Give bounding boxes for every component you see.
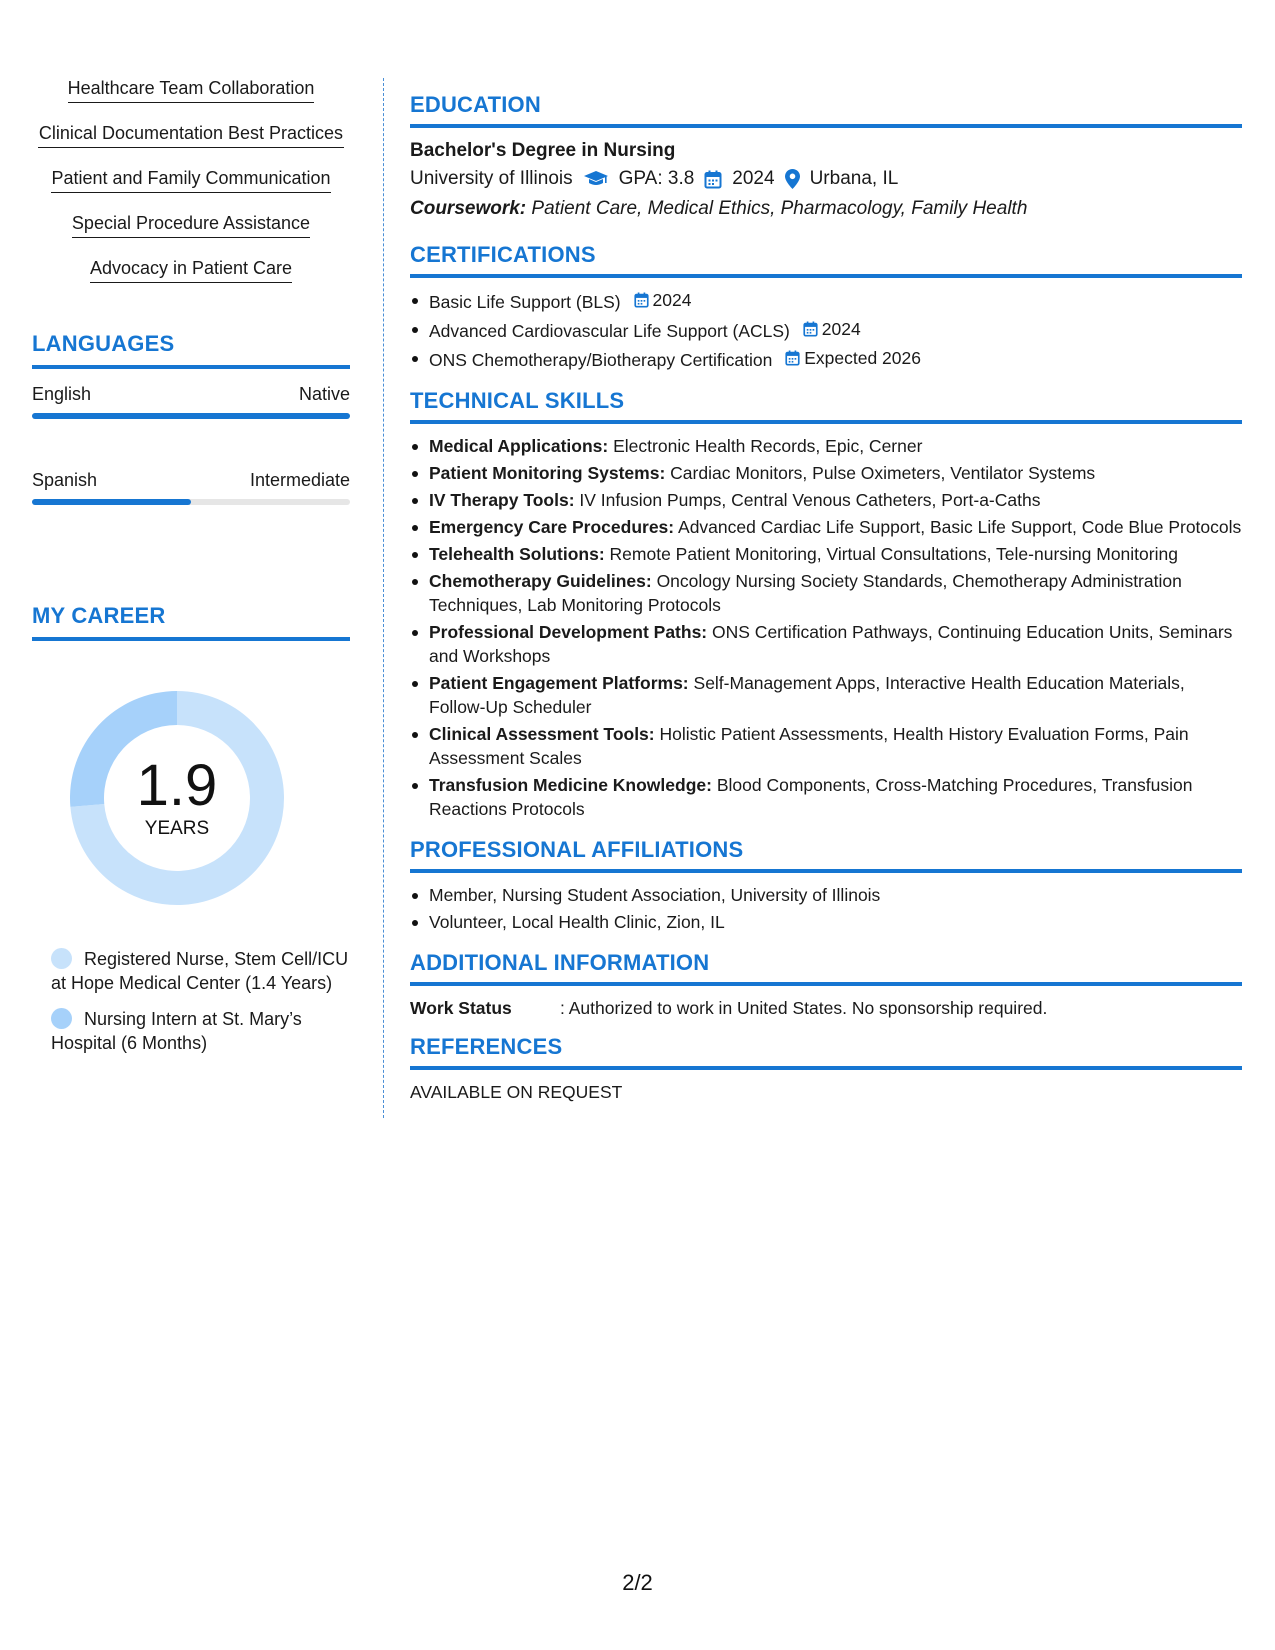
skill-details: Electronic Health Records, Epic, Cerner — [613, 436, 923, 456]
right-column — [410, 92, 1242, 1104]
languages-heading: LANGUAGES — [32, 331, 350, 369]
skill-item: Advocacy in Patient Care — [90, 256, 292, 283]
technical-skill-item — [410, 569, 1242, 617]
skill-item: Patient and Family Communication — [51, 166, 330, 193]
work-status-label: Work Status — [410, 998, 512, 1018]
work-status-value: : Authorized to work in United States. No sponsorship required. — [560, 998, 1048, 1018]
affiliation-item: Volunteer, Local Health Clinic, Zion, IL — [410, 910, 1242, 934]
page-number: 2/2 — [622, 1570, 653, 1595]
certification-item — [410, 317, 1242, 343]
legend-dot-icon — [51, 948, 72, 969]
certification-name: Basic Life Support (BLS) — [429, 292, 621, 312]
career-legend-item — [51, 947, 350, 995]
coursework-label: Coursework: — [410, 198, 527, 219]
certification-date: 2024 — [652, 290, 692, 310]
language-name: Spanish — [32, 470, 98, 490]
column-divider — [383, 78, 384, 1118]
coursework-list: Patient Care, Medical Ethics, Pharmacology, Family Health — [531, 198, 1028, 219]
education-meta — [410, 164, 1242, 194]
skill-category: Telehealth Solutions: — [429, 544, 605, 564]
skill-category: Professional Development Paths: — [429, 622, 708, 642]
certifications-heading: CERTIFICATIONS — [410, 242, 1242, 278]
work-status-row — [410, 996, 1242, 1020]
left-column — [32, 76, 350, 1067]
certification-name: ONS Chemotherapy/Biotherapy Certification — [429, 350, 773, 370]
skill-category: Patient Monitoring Systems: — [429, 463, 666, 483]
calendar-icon — [785, 350, 800, 366]
certification-name: Advanced Cardiovascular Life Support (ACLS) — [429, 321, 790, 341]
certifications-list — [410, 288, 1242, 372]
skill-category: Emergency Care Procedures: — [429, 517, 675, 537]
additional-info-heading: ADDITIONAL INFORMATION — [410, 950, 1242, 986]
donut-center — [64, 685, 290, 911]
language-item — [32, 469, 350, 541]
graduation-cap-icon — [583, 170, 609, 188]
affiliations-section — [410, 837, 1242, 934]
skill-details: Advanced Cardiac Life Support, Basic Life Support, Code Blue Protocols — [678, 517, 1242, 537]
career-legend-item — [51, 1007, 350, 1055]
education-gpa: GPA: 3.8 — [618, 168, 695, 189]
technical-skill-item — [410, 488, 1242, 512]
language-level: Intermediate — [249, 470, 350, 490]
technical-skills-list — [410, 434, 1242, 821]
technical-skill-item — [410, 722, 1242, 770]
skill-category: Clinical Assessment Tools: — [429, 724, 655, 744]
education-coursework — [410, 194, 1242, 224]
certification-date: Expected 2026 — [804, 348, 921, 368]
skill-details: Oncology Nursing Society Standards, Chemotherapy Administration Techniques, Lab Monitoring Protocols — [429, 571, 1182, 615]
location-pin-icon — [785, 169, 800, 189]
affiliation-item: Member, Nursing Student Association, University of Illinois — [410, 883, 1242, 907]
skill-details: Self-Management Apps, Interactive Health Education Materials, Follow-Up Scheduler — [429, 673, 1185, 717]
career-legend — [32, 947, 350, 1055]
skill-category: Medical Applications: — [429, 436, 609, 456]
technical-skill-item — [410, 515, 1242, 539]
technical-skill-item — [410, 620, 1242, 668]
technical-skill-item — [410, 773, 1242, 821]
certification-item — [410, 288, 1242, 314]
education-year: 2024 — [732, 168, 775, 189]
legend-dot-icon — [51, 1008, 72, 1029]
technical-skill-item — [410, 461, 1242, 485]
education-school: University of Illinois — [410, 168, 573, 189]
career-donut-chart — [64, 685, 290, 911]
language-name: English — [32, 384, 92, 404]
education-location: Urbana, IL — [809, 168, 899, 189]
technical-skill-item — [410, 542, 1242, 566]
career-section — [32, 603, 350, 1055]
skill-details: ONS Certification Pathways, Continuing Education Units, Seminars and Workshops — [429, 622, 1233, 666]
affiliations-heading: PROFESSIONAL AFFILIATIONS — [410, 837, 1242, 873]
skill-category: Patient Engagement Platforms: — [429, 673, 689, 693]
language-level-fill — [32, 499, 191, 505]
skill-category: Transfusion Medicine Knowledge: — [429, 775, 712, 795]
career-total-years: 1.9 — [136, 753, 218, 818]
references-section — [410, 1034, 1242, 1104]
calendar-icon — [803, 321, 818, 337]
certifications-section — [410, 242, 1242, 372]
career-total-unit: YEARS — [144, 818, 210, 839]
skill-details: Blood Components, Cross-Matching Procedures, Transfusion Reactions Protocols — [429, 775, 1193, 819]
certification-item — [410, 346, 1242, 372]
references-heading: REFERENCES — [410, 1034, 1242, 1070]
skill-category: IV Therapy Tools: — [429, 490, 575, 510]
language-level: Native — [298, 384, 350, 404]
additional-info-section — [410, 950, 1242, 1020]
technical-skills-heading: TECHNICAL SKILLS — [410, 388, 1242, 424]
career-heading: MY CAREER — [32, 603, 350, 641]
skills-list — [32, 76, 350, 301]
career-legend-label: Nursing Intern at St. Mary’s Hospital (6 Months) — [51, 1009, 302, 1053]
skill-details: Remote Patient Monitoring, Virtual Consultations, Tele-nursing Monitoring — [609, 544, 1178, 564]
education-heading: EDUCATION — [410, 92, 1242, 128]
calendar-icon — [634, 292, 649, 308]
skill-item: Special Procedure Assistance — [72, 211, 310, 238]
skill-item: Clinical Documentation Best Practices — [38, 121, 344, 148]
skill-details: IV Infusion Pumps, Central Venous Catheters, Port-a-Caths — [579, 490, 1041, 510]
languages-section — [32, 331, 350, 541]
skill-details: Holistic Patient Assessments, Health History Evaluation Forms, Pain Assessment Scales — [429, 724, 1189, 768]
education-degree: Bachelor's Degree in Nursing — [410, 140, 676, 161]
technical-skill-item — [410, 671, 1242, 719]
technical-skill-item — [410, 434, 1242, 458]
affiliations-list — [410, 883, 1242, 934]
certification-date: 2024 — [821, 319, 861, 339]
references-text: AVAILABLE ON REQUEST — [410, 1082, 623, 1102]
calendar-icon — [704, 170, 722, 189]
skill-item: Healthcare Team Collaboration — [68, 76, 315, 103]
skill-category: Chemotherapy Guidelines: — [429, 571, 652, 591]
language-level-bar — [32, 499, 350, 505]
education-section — [410, 92, 1242, 224]
language-level-fill — [32, 413, 350, 419]
technical-skills-section — [410, 388, 1242, 821]
language-level-bar — [32, 413, 350, 419]
skill-details: Cardiac Monitors, Pulse Oximeters, Ventilator Systems — [670, 463, 1096, 483]
career-legend-label: Registered Nurse, Stem Cell/ICU at Hope Medical Center (1.4 Years) — [51, 949, 349, 993]
language-item — [32, 383, 350, 455]
